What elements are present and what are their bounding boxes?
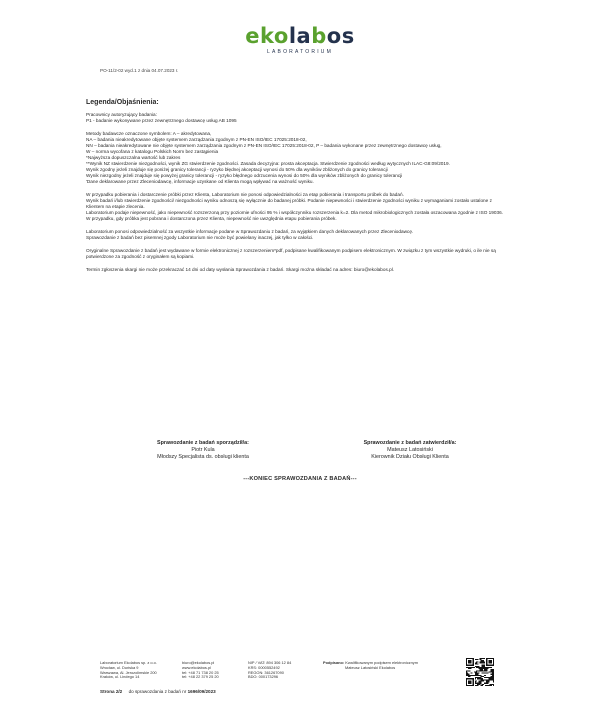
- resp-1: Laboratorium ponosi odpowiedzialność za wszystkie informacje podane w Sprawozdaniu z badań, za wyjątkiem danych deklarowanych przez Zleceniodawcę.: [86, 229, 414, 234]
- rule-1: Wynik zgodny jeżeli znajduje się poniżej granicy tolerancji - ryzyko błędnej akceptacji wynosi do 50% dla wyników zbliżonych do granicy tolerancji: [86, 167, 388, 172]
- approved-by-heading: Sprawozdanie z badań zatwierdził/a:: [363, 440, 457, 446]
- page-info: [100, 689, 216, 694]
- signed-label: Podpisano:: [323, 660, 345, 665]
- footer-contact: biuro@ekolabos.pl www.ekolabos.pl tel: +48 71 738 20 25 tel: +48 22 379 25 20: [182, 660, 219, 680]
- approved-by-role: Kierownik Działu Obsługi Klienta: [371, 454, 449, 460]
- report-number: 1696/09/2023: [187, 689, 216, 694]
- complaint-text: Termin zgłoszenia skargi nie może przekraczać 14 dni od daty wysłania Sprawozdania z badań. Skargi można składać na adres: biuro@ekolabos.pl.: [86, 267, 395, 272]
- footer-registry: NIP / VAT: 894 306 12 84 KRS: 0000552492 REGON: 361267090 BDO: 000173296: [248, 660, 292, 680]
- prepared-by-name: Piotr Kula: [191, 447, 215, 453]
- methods-2star: **Wynik NZ stwierdzenie niezgodności, wynik ZG stwierdzenie zgodności. Zasada decyzyjna: prosta akceptacja. Stwierdzenie zgodności według wytycznych ILAC-G8:09/2019.: [86, 161, 450, 166]
- prepared-by: [103, 440, 303, 461]
- company-logo: [0, 26, 600, 55]
- page-text: do sprawozdania z badań nr: [128, 689, 187, 694]
- footer-website[interactable]: www.ekolabos.pl: [182, 664, 211, 670]
- sampling-1: W przypadku pobierania i dostarczenie próbki przez Klienta, Laboratorium nie ponosi odpowiedzialności za etap pobierania i transportu próbek do badań.: [86, 192, 404, 197]
- page-number: Strona 2/2: [100, 689, 123, 694]
- prepared-by-heading: Sprawozdanie z badań sporządził/a:: [157, 440, 249, 446]
- legend-title: Legenda/Objaśnienia:: [86, 99, 159, 106]
- methods-star: *Najwyższa dopuszczalna wartość lub zakres: [86, 155, 181, 160]
- staff-block: [86, 112, 506, 124]
- document-code: PO-11/2-02 wyd.1 z dnia 04.07.2023 r.: [100, 68, 179, 73]
- complaint-block: [86, 267, 506, 273]
- orig-1: Oryginalne Sprawozdanie z badań jest wydawane w formie elektronicznej z rozszerzeniem*pdf, podpisane kwalifikowanym podpisem elektronicznym. W związku z tym wszystkie wydruki, o ile nie są potwierdzone za zgodność z oryginałem są kopiami.: [86, 248, 496, 259]
- responsibility-block: [86, 229, 506, 241]
- sampling-2: Wynik badań i/lub stwierdzenie zgodności/ niezgodności wyniku odnoszą się wyłącznie do badanej próbki. Podanie niepewności i stwierdzenie zgodności wyniku z wymaganiami zostało ustalone z Klientem na etapie zlecenia.: [86, 198, 492, 209]
- approved-by: [310, 440, 510, 461]
- original-block: [86, 248, 506, 260]
- logo-wordmark: ekolabos: [245, 24, 355, 48]
- sampling-3: Laboratorium podaje niepewność, jako niepewność rozszerzoną przy poziomie ufności 95 % i współczynniku rozszerzenia k=2. Dla metod mikrobiologicznych została oszacowana zgodnie z ISO 19036. W przypadku, gdy próbka jest pobrana i dostarczona przez Klienta, niepewność nie uwzględnia etapu pobierania próbek.: [86, 210, 504, 221]
- qr-code-icon: [466, 658, 494, 686]
- signed-value: Kwalifikowanym podpisem elektronicznym: [345, 660, 418, 665]
- end-of-report: ---KONIEC SPRAWOZDANIA Z BADAŃ---: [243, 476, 357, 482]
- sampling-block: [86, 192, 506, 222]
- logo-subtitle: LABORATORIUM: [267, 49, 333, 55]
- methods-block: [86, 131, 506, 185]
- footer-email[interactable]: biuro@ekolabos.pl: [182, 660, 215, 665]
- staff-intro: Pracownicy autoryzujący badania:: [86, 112, 157, 117]
- resp-2: Sprawozdanie z badań bez pisemnej zgody Laboratorium nie może być powielany inaczej, jak tylko w całości.: [86, 235, 314, 240]
- rule-3: 'Dane deklarowane przez Zleceniodawcę, informacje uzyskane od Klienta mogą wpływać na ważność wyniku.: [86, 179, 314, 184]
- staff-p1: P1 - badanie wykonywane przez zewnętrznego dostawcę usług AB 1095: [86, 118, 237, 123]
- rule-2: Wynik niezgodny jeżeli znajduje się powyżej granicy tolerancji - ryzyko błędnego odrzucenia wynosi do 50% dla wyników zbliżonych do granicy tolerancji: [86, 173, 403, 178]
- methods-na: NA – badania nieakredytowane objęte systemem zarządzania zgodnym z PN-EN ISO/IEC 17025:2018-02,: [86, 137, 307, 142]
- footer-signature: [323, 661, 418, 671]
- methods-w: W – norma wycofana z katalogu Polskich Norm bez zastąpienia: [86, 149, 219, 154]
- page-footer: [0, 658, 600, 708]
- signed-name: Mateusz Latosiński Ekolabos: [345, 664, 396, 670]
- methods-intro: Metody badawcze oznaczone symbolem: A – akredytowana,: [86, 131, 212, 136]
- approved-by-name: Mateusz Latosiński: [387, 447, 433, 453]
- prepared-by-role: Młodszy Specjalista ds. obsługi klienta: [157, 454, 249, 460]
- footer-address: Laboratorium Ekolabos sp. z o.o. Wrocław, ul. Duńska 9 Warszawa, Al. Jerozolimskie 200 Kraków, ul. Lindego 14: [100, 660, 157, 680]
- legend-section: [86, 100, 506, 280]
- methods-nn: NN – badania nieakredytowane nie objęte systemem zarządzania zgodnym z PN-EN ISO/IEC 17025:2018-02, P – badania wykonane przez zewnętrznego dostawcę usług,: [86, 143, 442, 148]
